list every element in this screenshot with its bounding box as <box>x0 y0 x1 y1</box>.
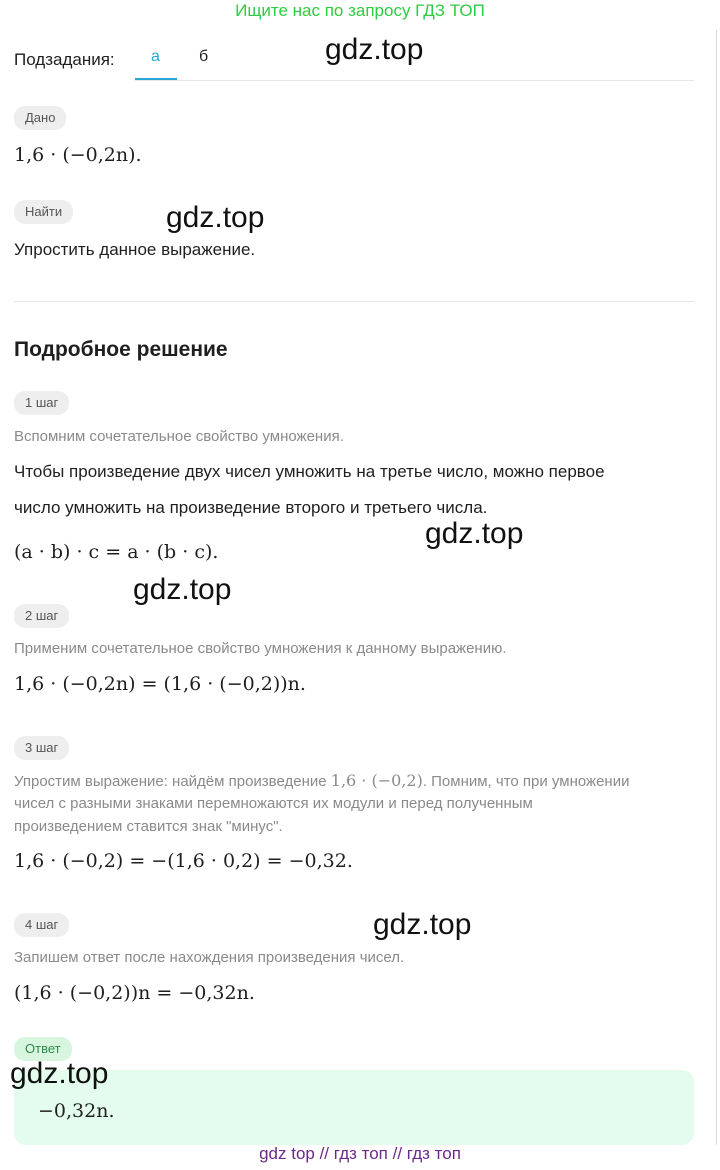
step-note-math: 1,6 · (−0,2) <box>330 771 423 790</box>
step-1 <box>14 391 69 415</box>
right-border <box>716 30 717 1145</box>
step-text-line: Чтобы произведение двух чисел умножить на третье число, можно первое <box>14 462 605 481</box>
step-badge: 1 шаг <box>14 391 69 415</box>
step-note-end: . Помним, что при умножении <box>422 773 630 790</box>
footer-links[interactable]: gdz top // гдз топ // гдз топ <box>259 1144 461 1163</box>
step-note: Вспомним сочетательное свойство умножения. <box>14 428 344 445</box>
step-4 <box>14 913 69 937</box>
step-badge: 4 шаг <box>14 913 69 937</box>
watermark: gdz.top <box>133 573 232 606</box>
step-expression: 1,6 · (−0,2n) = (1,6 · (−0,2))n. <box>14 673 306 695</box>
promo-banner: Ищите нас по запросу ГДЗ ТОП <box>235 1 485 20</box>
step-expression: (a · b) · c = a · (b · c). <box>14 541 219 563</box>
solution-heading: Подробное решение <box>14 338 228 361</box>
given-expression: 1,6 · (−0,2n). <box>14 144 142 166</box>
step-note-start: Упростим выражение: найдём произведение <box>14 773 331 790</box>
tabs-divider <box>135 80 694 81</box>
subtasks-label: Подзадания: <box>14 50 115 69</box>
step-badge: 2 шаг <box>14 604 69 628</box>
answer-expression: −0,32n. <box>38 1100 115 1122</box>
step-expression: (1,6 · (−0,2))n = −0,32n. <box>14 982 255 1004</box>
step-note-line: чисел с разными знаками перемножаются их модули и перед полученным <box>14 795 533 812</box>
given-section <box>14 106 66 130</box>
step-note: Запишем ответ после нахождения произведения чисел. <box>14 949 405 966</box>
find-text: Упростить данное выражение. <box>14 240 256 259</box>
step-3 <box>14 736 69 760</box>
step-text-line: число умножить на произведение второго и третьего числа. <box>14 498 488 517</box>
answer-box <box>14 1070 694 1145</box>
tab-a[interactable]: а <box>151 48 160 65</box>
watermark: gdz.top <box>425 517 524 550</box>
watermark: gdz.top <box>325 33 424 66</box>
step-expression: 1,6 · (−0,2) = −(1,6 · 0,2) = −0,32. <box>14 850 353 872</box>
step-note <box>14 769 629 793</box>
section-divider <box>14 301 694 302</box>
step-badge: 3 шаг <box>14 736 69 760</box>
given-badge: Дано <box>14 106 66 130</box>
watermark: gdz.top <box>10 1057 109 1090</box>
watermark: gdz.top <box>373 908 472 941</box>
tab-b[interactable]: б <box>199 48 209 65</box>
step-note: Применим сочетательное свойство умножения к данному выражению. <box>14 640 507 657</box>
watermark: gdz.top <box>166 201 265 234</box>
find-badge: Найти <box>14 200 73 224</box>
find-section <box>14 200 73 224</box>
step-note-line: произведением ставится знак "минус". <box>14 818 283 835</box>
step-2 <box>14 604 69 628</box>
answer-badge: Ответ <box>14 1037 72 1061</box>
